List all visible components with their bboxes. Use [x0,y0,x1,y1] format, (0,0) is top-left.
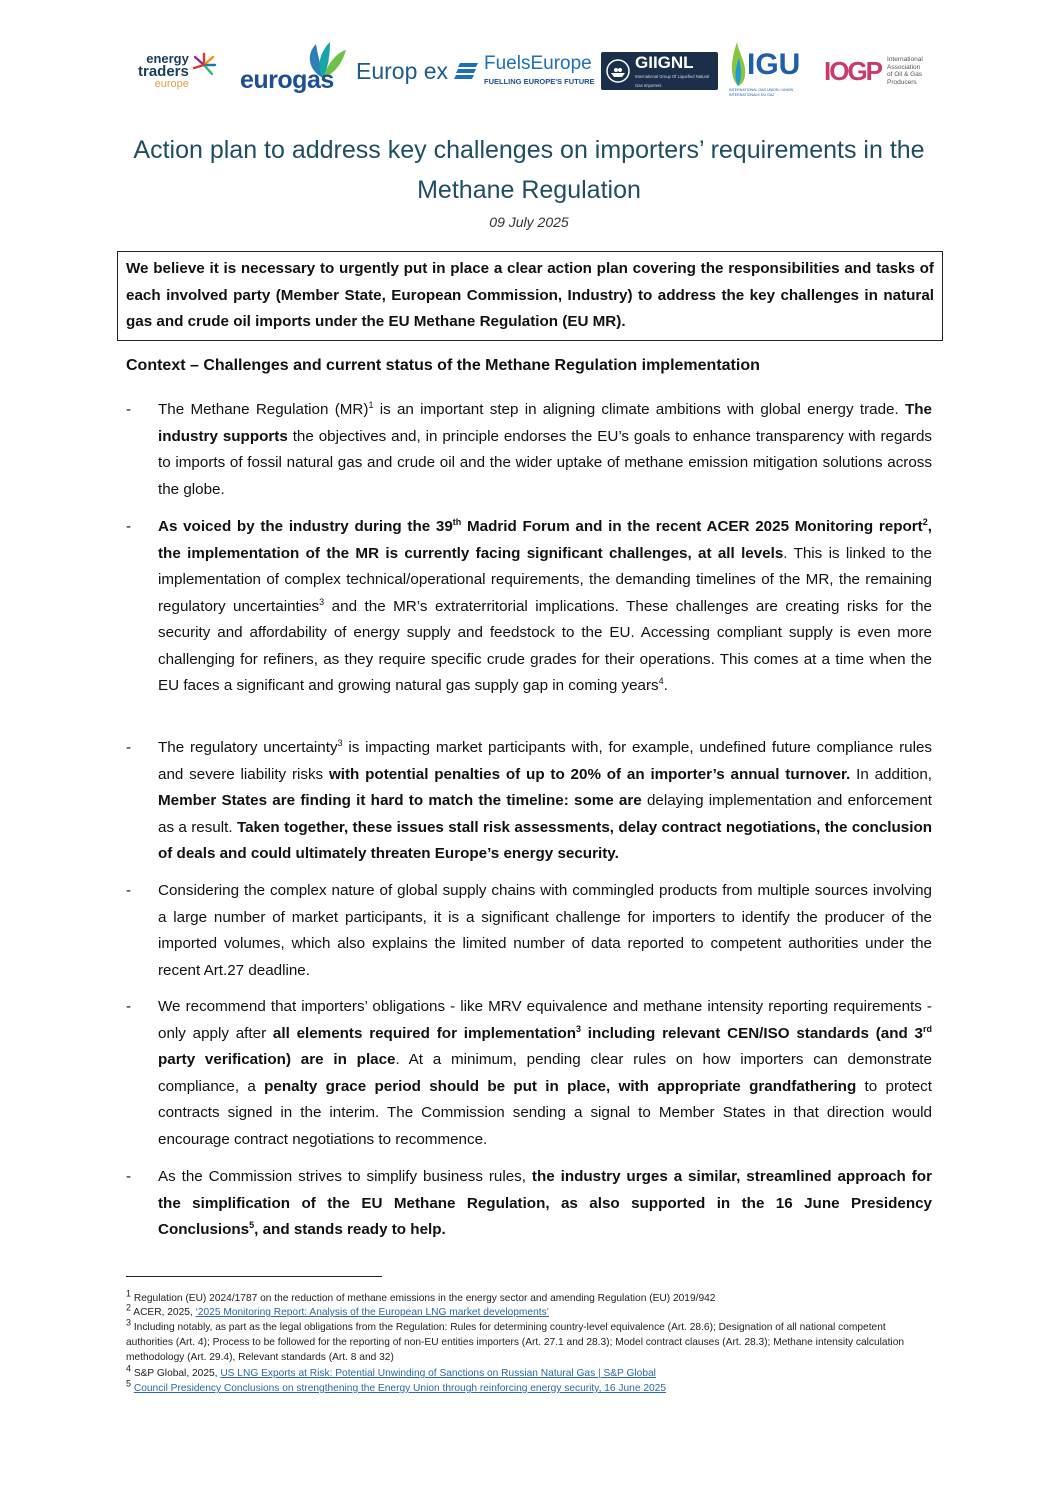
bullet-text: The Methane Regulation (MR)$^1$ is an important step in aligning climate ambitions with global energy trade. The industry supports the objectives and, in principle endorses the EU’s goals to enhance transparency with regards to imports of fossil natural gas and crude oil and the wider uptake of methane emission mitigation solutions across the globe. [158,399,932,498]
footnote-ref: 3 [576,1023,582,1034]
context-heading: Context – Challenges and current status of the Methane Regulation implementation [126,357,760,374]
fuelseurope-logo [454,40,598,102]
bullet-regulatory-uncertainty [126,735,932,868]
bullet-text: As the Commission strives to simplify business rules, the industry urges a similar, streamlined approach for the simplification of the EU Methane Regulation, as also supported in the 16 June Presidency Conclusions$^5$, and stands ready to help. [158,1168,932,1238]
bullet-simplification [126,1164,932,1244]
footnote-3: $^3$ Including notably, as part as the legal obligations from the Regulation: Rules for determining country-level equivalence (Art. 28.6); Designation of all national competent authorities (Art. 4); Process to be followed for the reporting of non-EU entities importers (Art. 27.1 and 28.3); Model contract clauses (Art. 28.3); Methane intensity calculation methodology (Art. 29.4), Relevant standards (Art. 8 and 32) [126,1317,905,1363]
eurogas-logo [240,40,356,102]
iogp-sub-line-2: Association [887,63,921,71]
footnote-5: $^5$ Council Presidency Conclusions on strengthening the Energy Union through reinforcing energy security, 16 June 2025 [126,1378,667,1394]
igu-logo [727,40,811,102]
iogp-sub-line-1: International [887,56,923,63]
bullet-dash: - [126,882,132,899]
bullet-implementation-challenges [126,514,932,700]
iogp-sub-line-4: Producers [887,78,917,86]
footnote-2: $^2$ ACER, 2025, ‘2025 Monitoring Report: Analysis of the European LNG market developments’ [126,1302,549,1318]
igu-wordmark: IGU [747,48,801,81]
europex-wordmark: Europ ex [356,57,449,84]
energy-traders-europe-logo [138,40,234,102]
footnote-4-link[interactable]: US LNG Exports at Risk: Potential Unwinding of Sanctions on Russian Natural Gas | S&P Global [220,1368,656,1379]
iogp-logo [824,40,930,102]
igu-subtitle: INTERNATIONAL GAS UNION / UNION INTERNATIONALE DU GAZ [729,88,794,97]
fuelseurope-tagline: FUELLING EUROPE'S FUTURE [484,77,595,86]
energy-traders-word-2: traders [138,62,189,80]
footnote-ref: 4 [658,675,664,686]
fuels-stripes-icon [454,61,480,81]
footnote-4: $^4$ S&P Global, 2025, US LNG Exports at Risk: Potential Unwinding of Sanctions on Russian Natural Gas | S&P Global [126,1363,656,1379]
footnote-ref: 5 [249,1219,255,1230]
footnote-ref: 1 [368,399,374,410]
energy-traders-word-1: energy [146,50,189,66]
document-date: 09 July 2025 [489,214,569,230]
bullet-dash: - [126,739,132,756]
bullet-methane-regulation [126,397,932,503]
energy-traders-word-3: europe [154,77,189,90]
bullet-recommendation [126,994,932,1153]
document-title: Action plan to address key challenges on importers’ requirements in the Methane Regulation [133,136,925,204]
starburst-icon [191,52,217,78]
iogp-wordmark: IOGP [824,55,882,86]
eurogas-wordmark: eurogas [240,66,334,94]
giignl-subtitle: International Group Of Liquefied Natural Gas Importers [635,73,710,88]
footnote-ref: 3 [337,737,343,748]
footnote-ref: 3 [319,596,325,607]
europex-logo [356,40,450,102]
giignl-wordmark: GIIGNL [635,52,694,72]
bullet-text: The regulatory uncertainty$^3$ is impacting market participants with, for example, undefined future compliance rules and severe liability risks with potential penalties of up to 20% of an importer’s annual turnover. In addition, Member States are finding it hard to match the timeline: some are delaying implementation and enforcement as a result. Taken together, these issues stall risk assessments, delay contract negotiations, the conclusion of deals and could ultimately threaten Europe’s energy security. [158,737,932,862]
footnote-5-link[interactable]: Council Presidency Conclusions on strengthening the Energy Union through reinforcing energy security, 16 June 2025 [133,1383,667,1394]
flame-icon [727,40,749,88]
bullet-dash: - [126,1168,132,1185]
summary-box: We believe it is necessary to urgently put in place a clear action plan covering the responsibilities and tasks of each involved party (Member State, European Commission, Industry) to address the key challenges in natural gas and crude oil imports under the EU Methane Regulation (EU MR). [117,251,943,341]
bullet-dash: - [126,998,132,1015]
bullet-text: As voiced by the industry during the 39th Madrid Forum and in the recent ACER 2025 Monitoring report$^2$, the implementation of the MR is currently facing significant challenges, at all levels. This is linked to the implementation of complex technical/operational requirements, the demanding timelines of the MR, the remaining regulatory uncertainties$^3$ and the MR’s extraterritorial implications. These challenges are creating risks for the security and affordability of energy supply and feedstock to the EU. Accessing compliant supply is even more challenging for refiners, as they require specific crude grades for their operations. This comes at a time when the EU faces a significant and growing natural gas supply gap in coming years$^4$. [158,516,932,694]
bullet-dash: - [126,518,132,535]
ship-icon [605,58,631,84]
bullet-supply-chains [126,878,932,984]
iogp-sub-line-3: of Oil & Gas [887,71,923,78]
footnote-ref: 2 [922,516,928,527]
partner-logos [130,40,930,102]
bullet-text: We recommend that importers’ obligations - like MRV equivalence and methane intensity reporting requirements - only apply after all elements required for implementation$^3$ including relevant CEN/ISO standards (and 3rd party verification) are in place. At a minimum, pending clear rules on how importers can demonstrate compliance, a penalty grace period should be put in place, with appropriate grandfathering to protect contracts signed in the interim. The Commission sending a signal to Member States in that direction would encourage contract negotiations to recommence. [158,998,932,1148]
bullet-dash: - [126,401,132,418]
bullet-text: Considering the complex nature of global supply chains with commingled products from multiple sources involving a large number of market participants, it is a significant challenge for importers to identify the producer of the imported volumes, which also explains the limited number of data reported to competent authorities under the recent Art.27 deadline. [158,882,932,979]
fuelseurope-wordmark: FuelsEurope [484,53,592,74]
footnote-1: $^1$ Regulation (EU) 2024/1787 on the reduction of methane emissions in the energy sector and amending Regulation (EU) 2019/942 [126,1288,716,1304]
footnote-2-link[interactable]: ‘2025 Monitoring Report: Analysis of the European LNG market developments’ [195,1307,549,1318]
giignl-logo [601,40,718,102]
footnote-separator [126,1276,382,1277]
